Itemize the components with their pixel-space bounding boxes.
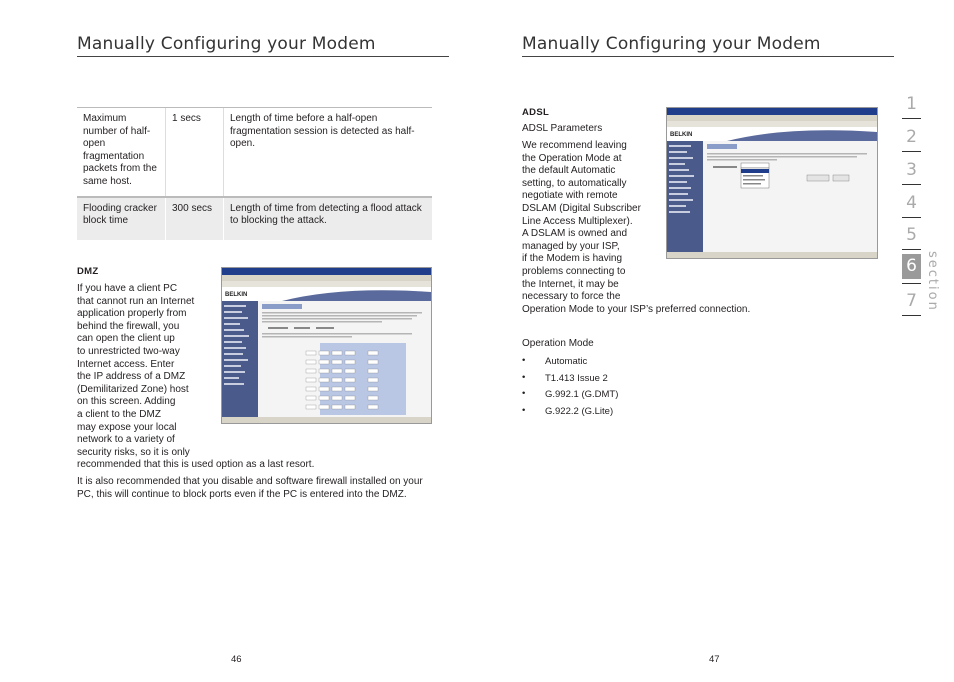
- operation-mode-label: Operation Mode: [522, 338, 594, 349]
- operation-mode-item: • G.922.2 (G.Lite): [522, 406, 618, 423]
- adsl-screenshot: [666, 107, 878, 259]
- section-tab-divider: [902, 315, 921, 316]
- adsl-line: negotiate with remote: [522, 190, 618, 202]
- dmz-paragraph-2: It is also recommended that you disable and software firewall installed on your PC, this will continue to block ports even if the PC is entered into the DMZ.: [77, 476, 423, 500]
- page-number-right: 47: [709, 654, 720, 665]
- dmz-line: to unrestricted two-way: [77, 345, 180, 357]
- adsl-line: if the Modem is having: [522, 253, 623, 265]
- section-tab-7[interactable]: 7: [906, 291, 917, 311]
- operation-mode-item: • Automatic: [522, 356, 618, 373]
- dmz-line: the IP address of a DMZ: [77, 371, 186, 383]
- section-tab-divider: [902, 217, 921, 218]
- section-tab-6-active[interactable]: 6: [902, 254, 921, 279]
- adsl-line: the Internet, it may be: [522, 278, 619, 290]
- dmz-line: may expose your local: [77, 421, 177, 433]
- dmz-screenshot-graphic: [222, 268, 431, 423]
- adsl-line: Operation Mode to your ISP’s preferred connection.: [522, 303, 751, 315]
- adsl-heading: ADSL: [522, 107, 550, 118]
- section-tab-2[interactable]: 2: [906, 127, 917, 147]
- params-table-wrap: [77, 107, 432, 240]
- section-tab-4[interactable]: 4: [906, 193, 917, 213]
- table-cell-value: 300 secs: [166, 197, 224, 240]
- operation-mode-list: [522, 356, 618, 422]
- dmz-line: behind the firewall, you: [77, 320, 180, 332]
- section-label: section: [925, 251, 940, 312]
- page-title-right: Manually Configuring your Modem: [522, 34, 821, 54]
- adsl-line: problems connecting to: [522, 265, 626, 277]
- dmz-line: Internet access. Enter: [77, 358, 175, 370]
- adsl-subheading: ADSL Parameters: [522, 123, 603, 134]
- dmz-line: a client to the DMZ: [77, 408, 161, 420]
- dmz-line: that cannot run an Internet: [77, 295, 195, 307]
- adsl-line: Line Access Multiplexer).: [522, 215, 633, 227]
- adsl-screenshot-graphic: [667, 108, 877, 258]
- table-cell-setting: Maximum number of half-open fragmentation packets from the same host.: [77, 108, 166, 197]
- adsl-line: A DSLAM is owned and: [522, 228, 628, 240]
- dmz-screenshot: [221, 267, 432, 424]
- page-number-left: 46: [231, 654, 242, 665]
- dmz-heading: DMZ: [77, 266, 99, 277]
- adsl-screenshot-brand: BELKIN: [670, 132, 693, 138]
- table-cell-setting: Flooding cracker block time: [77, 197, 166, 240]
- section-tab-divider: [902, 151, 921, 152]
- params-table: [77, 107, 432, 240]
- section-tab-3[interactable]: 3: [906, 160, 917, 180]
- dmz-line: on this screen. Adding: [77, 396, 176, 408]
- section-tab-divider: [902, 118, 921, 119]
- adsl-line: managed by your ISP,: [522, 240, 620, 252]
- section-tab-divider: [902, 184, 921, 185]
- dmz-line: security risks, so it is only: [77, 446, 190, 458]
- dmz-line: application properly from: [77, 308, 187, 320]
- section-tab-divider: [902, 249, 921, 250]
- title-rule-right: [522, 56, 894, 57]
- adsl-line: We recommend leaving: [522, 140, 627, 151]
- section-tab-1[interactable]: 1: [906, 94, 917, 114]
- table-cell-value: 1 secs: [166, 108, 224, 197]
- dmz-line: (Demilitarized Zone) host: [77, 383, 189, 395]
- dmz-line: network to a variety of: [77, 434, 175, 446]
- dmz-line: can open the client up: [77, 333, 175, 345]
- adsl-line: DSLAM (Digital Subscriber: [522, 202, 641, 214]
- adsl-line: setting, to automatically: [522, 177, 627, 189]
- table-row: [77, 197, 432, 240]
- adsl-line: necessary to force the: [522, 291, 621, 303]
- title-rule-left: [77, 56, 449, 57]
- table-row: [77, 108, 432, 197]
- dmz-screenshot-brand: BELKIN: [225, 292, 248, 298]
- dmz-line: If you have a client PC: [77, 283, 178, 294]
- table-cell-description: Length of time from detecting a flood attack to blocking the attack.: [224, 197, 433, 240]
- operation-mode-item: • G.992.1 (G.DMT): [522, 389, 618, 406]
- section-tab-divider: [902, 283, 921, 284]
- adsl-line: the default Automatic: [522, 165, 616, 177]
- page-title-left: Manually Configuring your Modem: [77, 34, 376, 54]
- adsl-line: the Operation Mode at: [522, 152, 622, 164]
- table-cell-description: Length of time before a half-open fragmentation session is detected as half-open.: [224, 108, 433, 197]
- operation-mode-item: • T1.413 Issue 2: [522, 373, 618, 390]
- dmz-line: recommended that this is used option as a last resort.: [77, 459, 315, 471]
- section-tab-5[interactable]: 5: [906, 225, 917, 245]
